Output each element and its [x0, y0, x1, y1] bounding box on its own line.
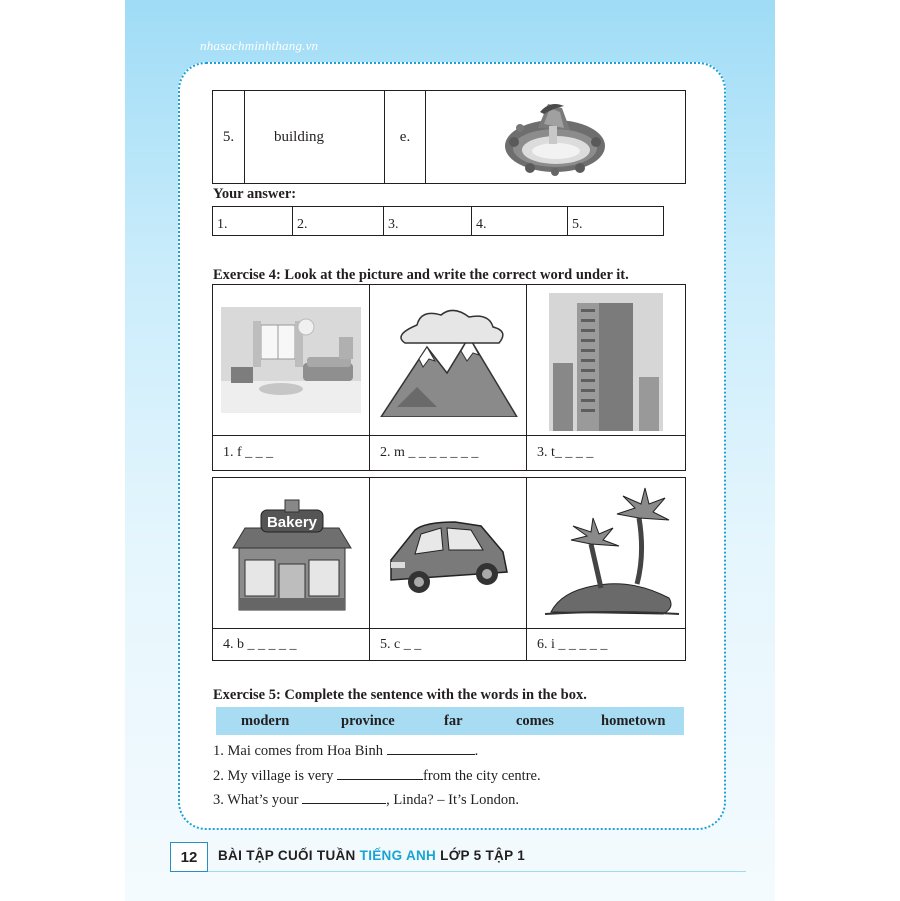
- row-number: 5.: [213, 91, 245, 183]
- mountain-icon: [377, 307, 519, 422]
- word-option: modern: [241, 712, 290, 729]
- living-room-photo: [221, 307, 361, 418]
- caption: 4. b _ _ _ _ _: [223, 637, 297, 652]
- answer-blank[interactable]: [337, 767, 423, 780]
- page-number: 12: [170, 842, 208, 872]
- your-answer-label: Your answer:: [213, 186, 297, 202]
- caption: 1. f _ _ _: [223, 445, 274, 460]
- answer-slot[interactable]: 5.: [572, 217, 583, 232]
- sentence-1: 1. Mai comes from Hoa Binh .: [213, 743, 479, 759]
- book-title: BÀI TẬP CUỐI TUẦN TIẾNG ANH LỚP 5 TẬP 1: [218, 848, 526, 863]
- matching-table-row: [212, 90, 686, 184]
- answer-slot[interactable]: 1.: [213, 207, 293, 235]
- answer-blank[interactable]: [302, 791, 386, 804]
- bakery-icon: [231, 498, 353, 619]
- answer-slot[interactable]: 3.: [384, 207, 472, 235]
- caption: 5. c _ _: [380, 637, 422, 652]
- caption: 6. i _ _ _ _ _: [537, 637, 608, 652]
- exercise4-title: Exercise 4: Look at the picture and write the correct word under it.: [213, 267, 629, 283]
- island-icon: [541, 484, 681, 627]
- answer-slot[interactable]: 4.: [472, 207, 568, 235]
- word-box: [216, 707, 684, 735]
- tower-building-photo: [549, 293, 663, 436]
- pond-icon: [425, 91, 685, 183]
- caption: 3. t_ _ _ _: [537, 445, 594, 460]
- picture-grid-row-1: [212, 284, 686, 471]
- answer-blank[interactable]: [387, 742, 475, 755]
- watermark: nhasachminhthang.vn: [200, 38, 319, 53]
- caption: 2. m _ _ _ _ _ _ _: [380, 445, 479, 460]
- row-letter: e.: [385, 91, 426, 183]
- answer-slots: [212, 206, 664, 236]
- footer-divider: [206, 871, 746, 872]
- answer-slot[interactable]: 2.: [293, 207, 384, 235]
- sentence-2: 2. My village is very from the city centre.: [213, 768, 541, 784]
- svg-text:Bakery: Bakery: [266, 514, 318, 531]
- exercise5-title: Exercise 5: Complete the sentence with the words in the box.: [213, 687, 587, 703]
- word-option: hometown: [601, 712, 666, 729]
- word-option: comes: [516, 712, 554, 729]
- car-icon: [385, 506, 513, 607]
- row-word: building: [244, 91, 385, 183]
- picture-grid-row-2: [212, 477, 686, 661]
- word-option: province: [341, 712, 395, 729]
- word-option: far: [444, 712, 463, 729]
- sentence-3: 3. What’s your , Linda? – It’s London.: [213, 792, 520, 808]
